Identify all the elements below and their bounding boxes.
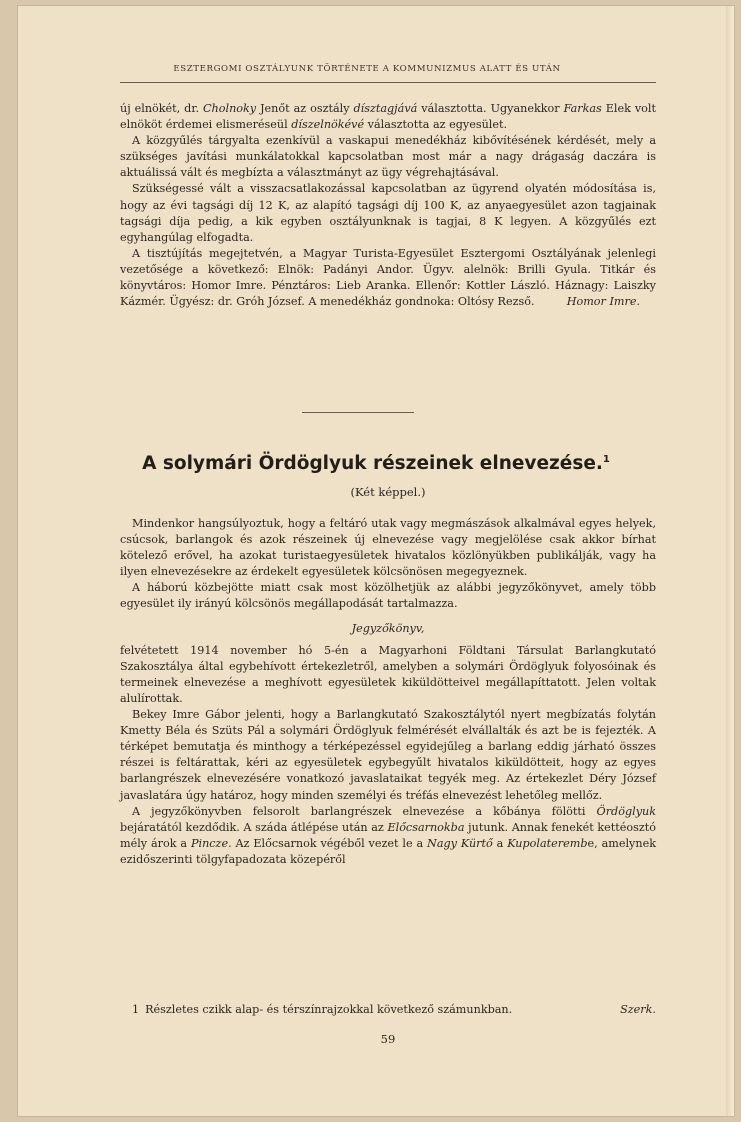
- place-nagy-kurto: Nagy Kürtő: [427, 836, 493, 850]
- text-run: A jegyzőkönyvben felsorolt barlangrészek elnevezése a kőbánya fölötti: [132, 804, 597, 818]
- paragraph-fees: Szükségessé vált a visszacsatlakozással kapcsolatban az ügyrend olyatén módosítása is, hogy az évi tagsági díj 12 K, az alapító tagsági díj 100 K, az anyaegyesület azon tagjainak tagsági díja pedig, a kik egyben osztályunknak is tagjai, 8 K legyen. A közgyűlés ezt egyhangúlag elfogadta.: [120, 182, 656, 244]
- footnote-signature: Szerk.: [620, 1003, 656, 1016]
- paragraph-election: [120, 101, 656, 133]
- text-run: e, amelynek ezidőszerinti tölgyfapadozata közepéről: [120, 836, 656, 866]
- paragraph-war: A háború közbejötte miatt csak most közölhetjük az alábbi jegyzőkönyvet, amely több egyesület ily irányú kölcsönös megállapodását tartalmazza.: [120, 581, 656, 611]
- section-divider: [302, 412, 414, 413]
- place-elocsarnok: Előcsarnokba: [387, 820, 465, 834]
- paragraph-survey: Bekey Imre Gábor jelenti, hogy a Barlangkutató Szakosztálytól nyert megbízatás folytán Kmetty Béla és Szüts Pál a solymári Ördöglyuk felmérését elvállalták és azt be is fejezték. A térképet bemutatja és minthogy a térképezéssel egyidejűleg a barlang eddig járható összes részei is feltárattak, kéri az egyesületek egybegyűlt hivatalos kiküldötteit, hogy az egyes barlangrészek elnevezésére vonatkozó javaslataikat tegyék meg. Az értekezlet Déry József javaslatára úgy határoz, hogy minden személyi és tréfás elnevezést lehetőleg mellőz.: [120, 708, 656, 802]
- honorary-member: dísztagjává: [353, 102, 418, 115]
- article-title: [96, 453, 656, 474]
- honorary-president: díszelnökévé: [291, 118, 365, 132]
- text-run: választotta. Ugyanekkor: [417, 102, 564, 115]
- paragraph-naming: [120, 804, 656, 868]
- minutes-heading-text: Jegyzőkönyv,: [351, 621, 425, 635]
- name-farkas: Farkas: [563, 102, 602, 115]
- page-edge-shadow: [726, 6, 734, 1116]
- paragraph-intro: Mindenkor hangsúlyoztuk, hogy a feltáró utak vagy megmászások alkalmával egyes helyek, csúcsok, barlangok és azok részeinek új elnevezése vagy megjelölése csak akkor bírhat kötelező erővel, ha azokat turistaegyesületek hivatalos közlönyükben publikálják, vagy ha ilyen elnevezésekre az érdekelt egyesületek kölcsönösen megegyeznek.: [120, 517, 656, 579]
- place-kupolaterem: Kupolateremb: [507, 836, 588, 850]
- footnote: [120, 1002, 656, 1018]
- text-run: Elek volt elnököt érdemei elismeréseül: [120, 102, 656, 132]
- header-rule: [120, 82, 656, 83]
- section-report: [120, 101, 656, 310]
- text-run: a: [492, 836, 508, 850]
- officers-text: A tisztújítás megejtetvén, a Magyar Turista-Egyesület Esztergomi Osztályának jelenlegi vezetősége a következő: Elnök: Padányi Andor. Ügyv. alelnök: Brilli Gyula. Titkár és könyvtáros: Homor Imre. Pénztáros: Lieb Aranka. Ellenőr: Kottler László. Háznagy: Laiszky Kázmér. Ügyész: dr. Gróh József. A menedékház gondnoka: Oltósy Rezső.: [120, 246, 656, 309]
- article-subtitle: (Két képpel.): [350, 485, 426, 499]
- text-run: Az Előcsarnok végéből vezet le a: [231, 836, 428, 850]
- paragraph-shelter: A közgyűlés tárgyalta ezenkívül a vaskapui menedékház kibővítésének kérdését, mely a szükséges javítási munkálatokkal kapcsolatban most már a nagy drágaság daczára is aktuálissá vált és megbízta a választmányt az ügy végrehajtásával.: [120, 134, 656, 180]
- text-run: választotta az egyesület.: [364, 118, 508, 132]
- text-run: jutunk. Annak fenekét kettéosztó mély árok a: [120, 820, 656, 850]
- text-run: Jenőt az osztály: [256, 102, 354, 115]
- article-title-text: A solymári Ördöglyuk részeinek elnevezése.: [142, 453, 603, 474]
- paragraph-minutes: felvétetett 1914 november hó 5-én a Magyarhoni Földtani Társulat Barlangkutató Szakosztálya által egybehívott értekezletről, amelyben a solymári Ördöglyuk folyosóinak és termeinek elnevezése a meghívott egyesületek kiküldötteivel megállapíttatott. Jelen voltak alulírottak.: [120, 643, 656, 705]
- running-head: ESZTERGOMI OSZTÁLYUNK TÖRTÉNETE A KOMMUNIZMUS ALATT ÉS UTÁN: [173, 64, 561, 74]
- text-run: új elnökét, dr.: [120, 102, 203, 115]
- footnote-mark: 1: [132, 1003, 140, 1016]
- name-cholnoky: Cholnoky: [202, 102, 257, 115]
- article-body: [120, 516, 656, 868]
- page-number: 59: [380, 1032, 396, 1046]
- signature-homor: Homor Imre.: [566, 295, 640, 309]
- minutes-heading: [120, 621, 656, 637]
- paragraph-officers: [120, 246, 656, 310]
- footnote-reference: 1: [602, 453, 610, 465]
- place-ordoglyuk: Ördöglyuk: [596, 804, 656, 818]
- text-run: bejáratától kezdődik. A száda átlépése után az: [120, 820, 388, 834]
- place-pincze: Pincze.: [190, 836, 232, 850]
- footnote-text: Részletes czikk alap- és térszínrajzokkal következő számunkban.: [145, 1003, 513, 1016]
